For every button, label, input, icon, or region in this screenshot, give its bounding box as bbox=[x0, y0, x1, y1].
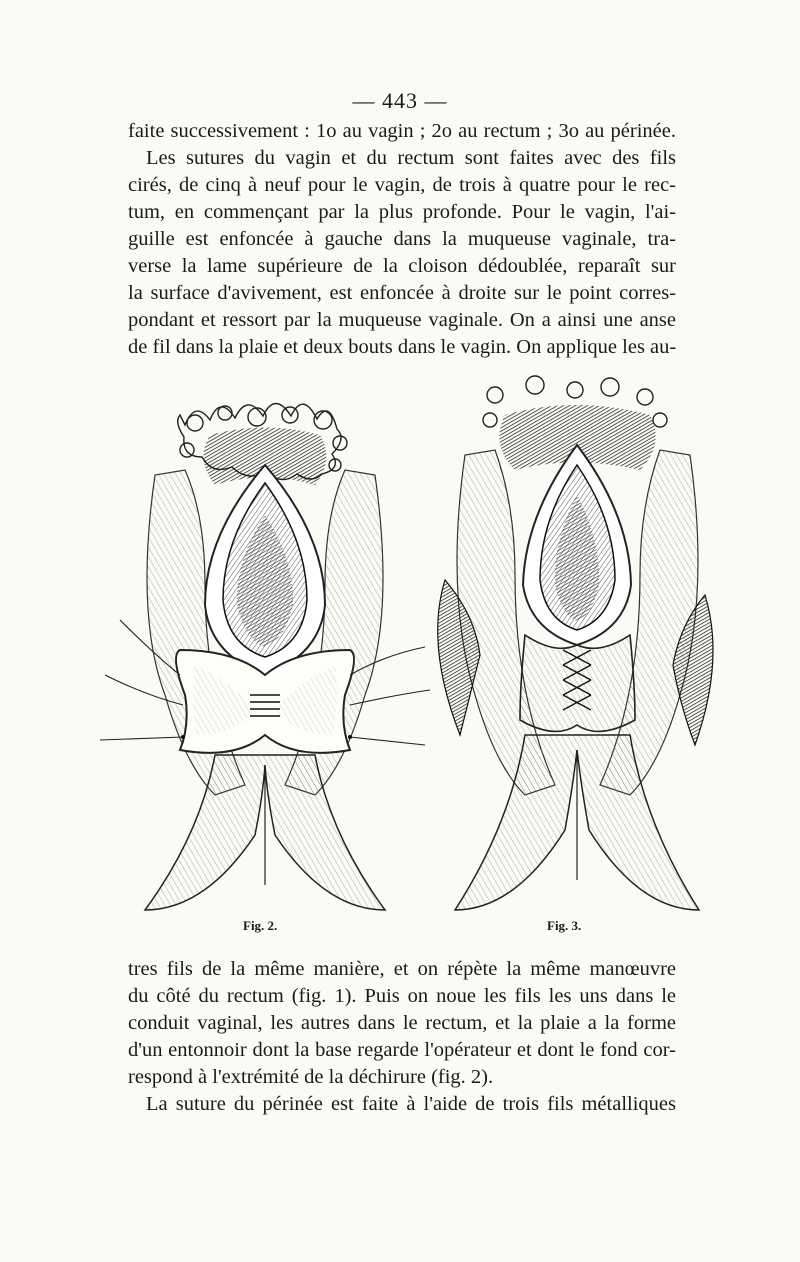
text-line: tum, en commençant par la plus profonde. Pour le vagin, l'ai- bbox=[128, 201, 676, 223]
figure-3-caption: Fig. 3. bbox=[547, 918, 582, 933]
figure-3-drawing bbox=[438, 376, 713, 910]
page-number: — 443 — bbox=[352, 88, 448, 113]
top-paragraph bbox=[128, 118, 676, 361]
text-line: guille est enfoncée à gauche dans la muqueuse vaginale, tra- bbox=[128, 228, 676, 250]
text-line: du côté du rectum (fig. 1). Puis on noue les fils les uns dans le bbox=[128, 985, 676, 1007]
text-line: tres fils de la même manière, et on répète la même manœuvre bbox=[128, 958, 676, 980]
text-line: la surface d'avivement, est enfoncée à droite sur le point corres- bbox=[128, 282, 676, 304]
text-line: faite successivement : 1o au vagin ; 2o au rectum ; 3o au périnée. bbox=[128, 120, 676, 142]
bottom-paragraph bbox=[128, 956, 676, 1118]
anatomical-illustration bbox=[95, 365, 715, 945]
text-line: pondant et ressort par la muqueuse vaginale. On a ainsi une anse bbox=[128, 309, 676, 331]
figure-2-drawing bbox=[100, 404, 430, 911]
text-line: cirés, de cinq à neuf pour le vagin, de trois à quatre pour le rec- bbox=[128, 174, 676, 196]
text-line: conduit vaginal, les autres dans le rectum, et la plaie a la forme bbox=[128, 1012, 676, 1034]
text-line: Les sutures du vagin et du rectum sont faites avec des fils bbox=[146, 147, 676, 169]
text-line: respond à l'extrémité de la déchirure (fig. 2). bbox=[128, 1066, 494, 1088]
text-line: d'un entonnoir dont la base regarde l'opérateur et dont le fond cor- bbox=[128, 1039, 676, 1061]
figure-2-caption: Fig. 2. bbox=[243, 918, 278, 933]
text-line: verse la lame supérieure de la cloison dédoublée, reparaît sur bbox=[128, 255, 676, 277]
text-line: de fil dans la plaie et deux bouts dans le vagin. On applique les au- bbox=[128, 336, 677, 358]
text-line: La suture du périnée est faite à l'aide de trois fils métalliques bbox=[146, 1093, 676, 1115]
